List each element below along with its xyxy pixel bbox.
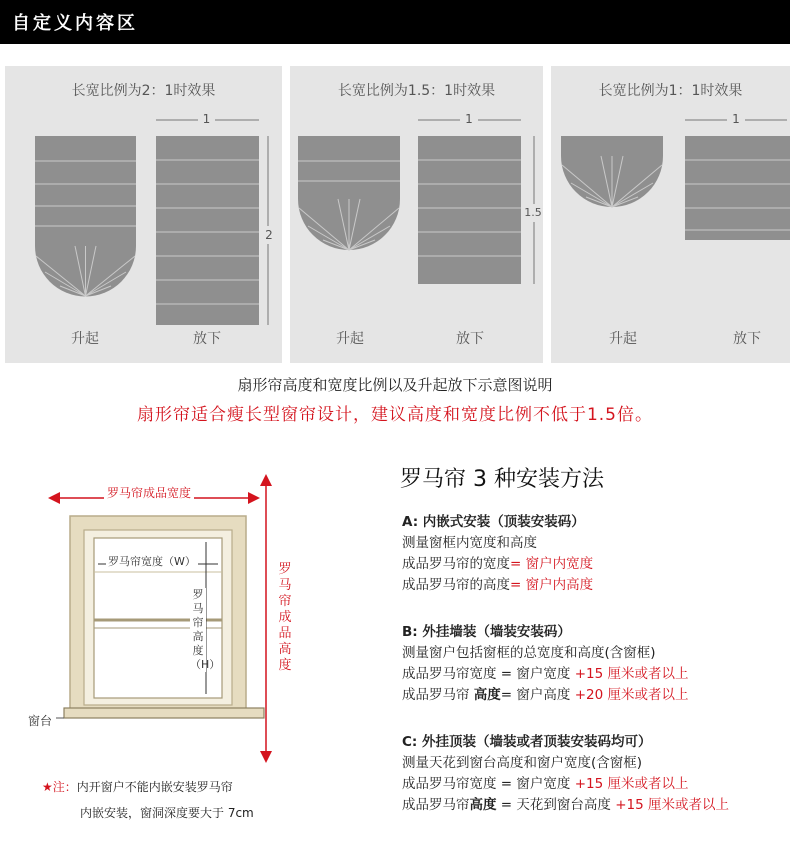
method-b-width: 成品罗马帘宽度 = 窗户宽度 +15 厘米或者以上 bbox=[402, 666, 689, 682]
caption-recommendation: 扇形帘适合瘦长型窗帘设计，建议高度和宽度比例不低于1.5倍。 bbox=[136, 405, 654, 425]
note-star: ★注： bbox=[42, 780, 77, 794]
height-label: 1.5 bbox=[524, 206, 542, 219]
method-a-heading: A: 内嵌式安装（顶装安装码） bbox=[402, 514, 585, 530]
method-c-height: 成品罗马帘高度 = 天花到窗台高度 +15 厘米或者以上 bbox=[402, 797, 729, 813]
lowered-shade bbox=[685, 136, 790, 240]
ratio-panel-1.5to1 bbox=[290, 66, 543, 363]
lowered-shade bbox=[156, 136, 259, 325]
method-a-height: 成品罗马帘的高度= 窗户内高度 bbox=[402, 577, 594, 593]
note-text: 内开窗户不能内嵌安装罗马帘 bbox=[76, 780, 233, 794]
raised-label: 升起 bbox=[71, 331, 99, 347]
header-bar bbox=[0, 0, 790, 44]
header-title: 自定义内容区 bbox=[12, 13, 138, 34]
width-label: 1 bbox=[202, 112, 211, 126]
curtain-height-label: 罗马帘高度（H） bbox=[190, 588, 221, 671]
width-label: 1 bbox=[465, 112, 473, 126]
method-b-heading: B: 外挂墙装（墙装安装码） bbox=[402, 624, 571, 640]
install-methods-title: 罗马帘 3 种安装方法 bbox=[400, 467, 604, 492]
method-a-measure: 测量窗框内宽度和高度 bbox=[402, 535, 537, 551]
height-label: 2 bbox=[265, 228, 273, 242]
method-b bbox=[402, 622, 688, 706]
panel-title: 长宽比例为1：1时效果 bbox=[598, 83, 743, 99]
window-diagram bbox=[28, 472, 368, 772]
method-c-measure: 测量天花到窗台高度和窗户宽度(含窗框) bbox=[402, 755, 643, 771]
width-label: 1 bbox=[732, 112, 740, 126]
panel-illustration bbox=[290, 66, 543, 363]
method-a bbox=[402, 512, 593, 596]
finished-width-label: 罗马帘成品宽度 bbox=[104, 484, 194, 501]
lowered-shade bbox=[418, 136, 521, 284]
panel-illustration bbox=[5, 66, 282, 363]
method-c bbox=[402, 732, 729, 816]
method-b-measure: 测量窗户包括窗框的总宽度和高度(含窗框) bbox=[402, 645, 656, 661]
install-note bbox=[42, 778, 233, 795]
curtain-width-label: 罗马帘宽度（W） bbox=[108, 555, 196, 568]
method-c-heading: C: 外挂顶装（墙装或者顶装安装码均可） bbox=[402, 734, 652, 750]
raised-label: 升起 bbox=[336, 331, 364, 347]
finished-height-label: 罗马帘成品高度 bbox=[278, 562, 292, 673]
ratio-panel-1to1 bbox=[551, 66, 790, 363]
method-a-width: 成品罗马帘的宽度= 窗户内宽度 bbox=[402, 556, 594, 572]
lowered-label: 放下 bbox=[193, 331, 221, 347]
lowered-label: 放下 bbox=[733, 331, 761, 347]
lowered-label: 放下 bbox=[456, 331, 484, 347]
window-sill bbox=[64, 708, 264, 718]
sill-label: 窗台 bbox=[28, 714, 53, 728]
method-b-height: 成品罗马帘 高度= 窗户高度 +20 厘米或者以上 bbox=[402, 687, 689, 703]
panel-illustration bbox=[551, 66, 790, 363]
ratio-panel-2to1 bbox=[5, 66, 282, 363]
raised-label: 升起 bbox=[609, 331, 637, 347]
panel-title: 长宽比例为1.5：1时效果 bbox=[337, 83, 496, 99]
panel-title: 长宽比例为2：1时效果 bbox=[71, 83, 216, 99]
caption-description: 扇形帘高度和宽度比例以及升起放下示意图说明 bbox=[237, 376, 553, 394]
method-c-width: 成品罗马帘宽度 = 窗户宽度 +15 厘米或者以上 bbox=[402, 776, 689, 792]
install-note-depth: 内嵌安装，窗洞深度要大于 7cm bbox=[80, 806, 254, 820]
